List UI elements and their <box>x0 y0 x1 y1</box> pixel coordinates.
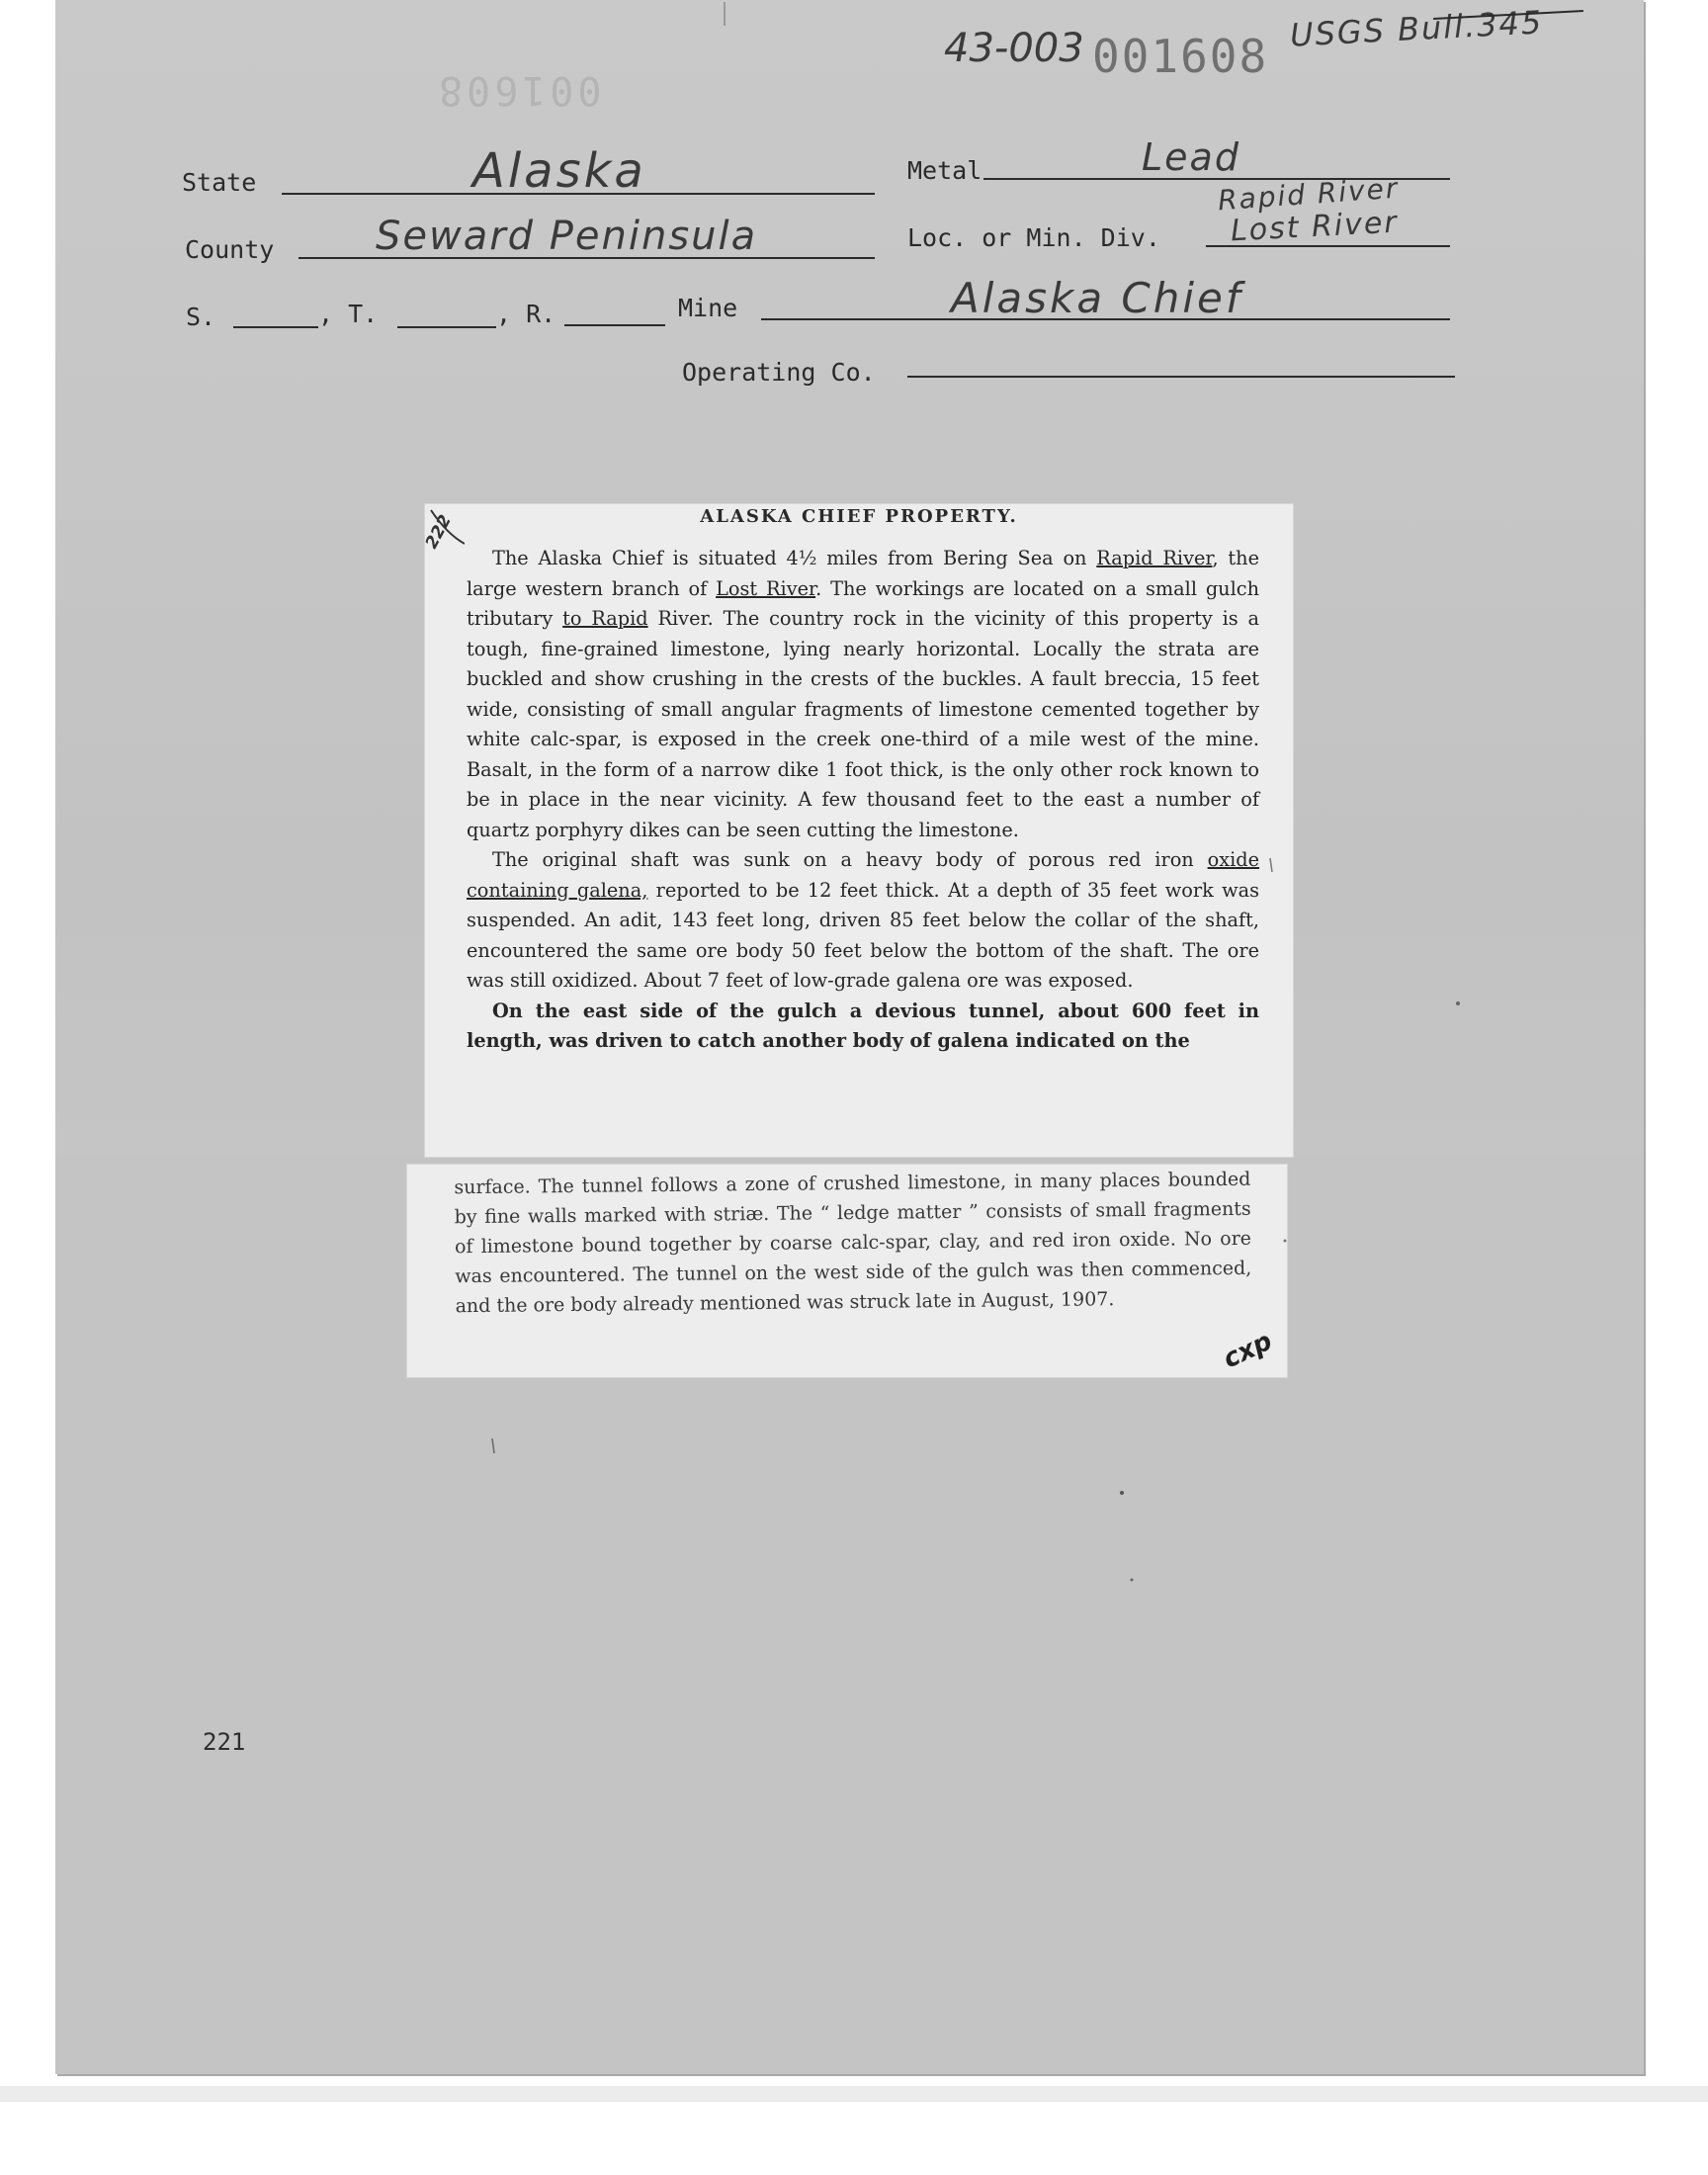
paragraph-3: On the east side of the gulch a devious tunnel, about 600 feet in length, was driven to catch another body of galena indicated on the <box>467 999 1259 1052</box>
county-label: County <box>185 235 275 264</box>
location-value-line1: Rapid River <box>1217 171 1401 218</box>
location-label: Loc. or Min. Div. <box>907 223 1160 252</box>
margin-mark: 222 <box>421 511 456 553</box>
range-label: , R. <box>496 300 556 328</box>
state-label: State <box>182 168 257 197</box>
section-label: S. <box>186 303 216 331</box>
clipping-title: ALASKA CHIEF PROPERTY. <box>700 506 1018 527</box>
file-number: 43-003 <box>944 26 1084 71</box>
bleed-through-number: 001608 <box>435 67 602 113</box>
paragraph-2: The original shaft was sunk on a heavy body of porous red iron oxide containing galena, reported to be 12 feet thick. At a depth of 35 feet work was suspended. An adit, 143 feet long, driven 85 feet below the collar of the shaft, encountered the same ore body 50 feet below the bottom of the shaft. The ore was still oxidized. About 7 feet of low-grade galena ore was exposed. <box>467 848 1259 992</box>
mine-label: Mine <box>678 294 738 322</box>
county-value: Seward Peninsula <box>376 214 758 259</box>
paragraph-4: surface. The tunnel follows a zone of crushed limestone, in many places bounded by fine walls marked with striæ. The “ ledge matter ” consists of small fragments of limestone bound together by coarse calc-spar, clay, and red iron oxide. No ore was encountered. The tunnel on the west side of the gulch was then commenced, and the ore body already mentioned was struck late in August, 1907. <box>454 1168 1252 1318</box>
page-number: 221 <box>203 1728 246 1756</box>
township-label: , T. <box>318 300 379 328</box>
mine-value: Alaska Chief <box>951 274 1243 322</box>
state-value: Alaska <box>472 143 646 199</box>
metal-label: Metal <box>907 156 982 185</box>
initials: cxp <box>1219 1326 1277 1375</box>
operating-label: Operating Co. <box>682 358 876 387</box>
metal-value: Lead <box>1142 135 1240 179</box>
stamped-number: 001608 <box>1092 30 1269 83</box>
source-reference: USGS Bull.345 <box>1289 3 1545 54</box>
paragraph-1: The Alaska Chief is situated 4½ miles from Bering Sea on Rapid River, the large western branch of Lost River. The workings are located on a small gulch tributary to Rapid River. The country rock in the vicinity of this property is a tough, fine-grained limestone, lying nearly horizontal. Locally the strata are buckled and show crushing in the crests of the buckles. A fault breccia, 15 feet wide, consisting of small angular fragments of limestone cemented together by white calc-spar, is exposed in the creek one-third of a mile west of the mine. Basalt, in the form of a narrow dike 1 foot thick, is the only other rock known to be in place in the near vicinity. A few thousand feet to the east a number of quartz porphyry dikes can be seen cutting the limestone. <box>467 547 1259 841</box>
location-value-line2: Lost River <box>1230 205 1400 249</box>
